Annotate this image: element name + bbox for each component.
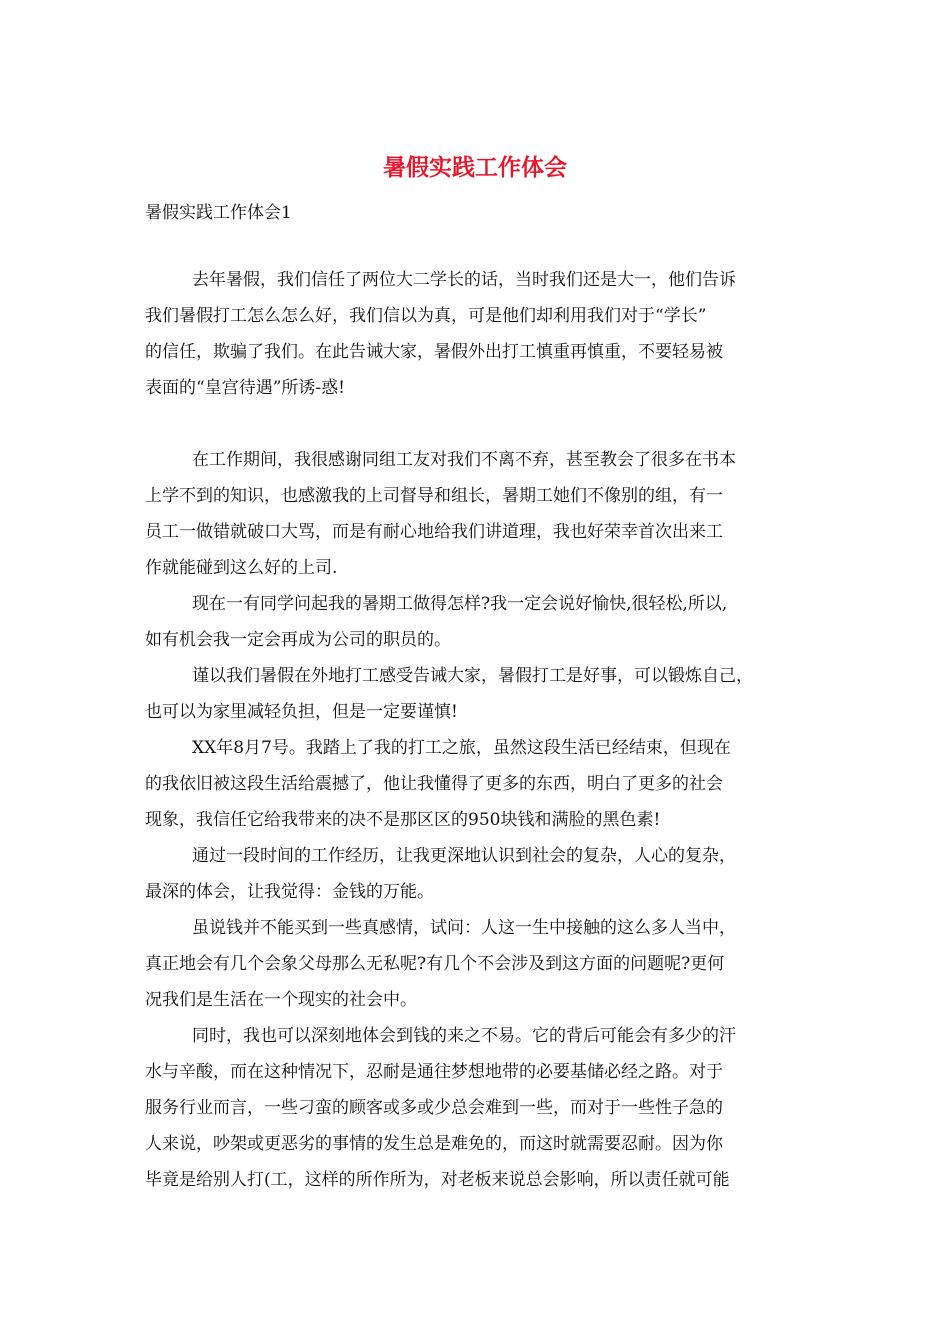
document-subtitle: 暑假实践工作体会1 <box>145 203 292 223</box>
paragraph-5 <box>145 730 815 838</box>
paragraph-line: 在工作期间，我很感谢同组工友对我们不离不弃，甚至教会了很多在书本 <box>192 450 736 470</box>
paragraph-line: 的信任，欺骗了我们。在此告诫大家，暑假外出打工慎重再慎重，不要轻易被 <box>145 342 723 362</box>
paragraph-line: 最深的体会，让我觉得：金钱的万能。 <box>145 882 434 902</box>
paragraph-line: 人来说，吵架或更恶劣的事情的发生总是难免的，而这时就需要忍耐。因为你 <box>145 1134 723 1154</box>
paragraph-line: 现象，我信任它给我带来的决不是那区区的950块钱和满脸的黑色素! <box>145 810 661 830</box>
paragraph-line: 毕竟是给别人打(工，这样的所作所为，对老板来说总会影响，所以责任就可能 <box>145 1170 730 1190</box>
paragraph-line: 作就能碰到这么好的上司. <box>145 558 338 578</box>
paragraph-line: 去年暑假，我们信任了两位大二学长的话，当时我们还是大一，他们告诉 <box>192 270 736 290</box>
paragraph-8 <box>145 1018 815 1198</box>
paragraph-1 <box>145 262 815 406</box>
paragraph-4 <box>145 658 815 730</box>
paragraph-line: 也可以为家里减轻负担，但是一定要谨慎! <box>145 702 458 722</box>
paragraph-line: 况我们是生活在一个现实的社会中。 <box>145 990 417 1010</box>
paragraph-7 <box>145 910 815 1018</box>
document-title: 暑假实践工作体会 <box>383 154 567 181</box>
paragraph-line: 通过一段时间的工作经历，让我更深地认识到社会的复杂，人心的复杂， <box>192 846 736 866</box>
paragraph-line: 的我依旧被这段生活给震撼了，他让我懂得了更多的东西，明白了更多的社会 <box>145 774 723 794</box>
paragraph-3 <box>145 586 815 658</box>
paragraph-line: 员工一做错就破口大骂，而是有耐心地给我们讲道理，我也好荣幸首次出来工 <box>145 522 723 542</box>
paragraph-line: 上学不到的知识，也感激我的上司督导和组长，暑期工她们不像别的组，有一 <box>145 486 723 506</box>
paragraph-line: 谨以我们暑假在外地打工感受告诫大家，暑假打工是好事，可以锻炼自己， <box>192 666 753 686</box>
paragraph-line: 同时，我也可以深刻地体会到钱的来之不易。它的背后可能会有多少的汗 <box>192 1026 736 1046</box>
paragraph-2 <box>145 442 815 586</box>
paragraph-line: 服务行业而言，一些刁蛮的顾客或多或少总会难到一些，而对于一些性子急的 <box>145 1098 723 1118</box>
paragraph-line: 真正地会有几个会象父母那么无私呢?有几个不会涉及到这方面的问题呢?更何 <box>145 954 725 974</box>
paragraph-line: 虽说钱并不能买到一些真感情，试问：人这一生中接触的这么多人当中， <box>192 918 736 938</box>
paragraph-line: 如有机会我一定会再成为公司的职员的。 <box>145 630 451 650</box>
paragraph-line: 水与辛酸，而在这种情况下，忍耐是通往梦想地带的必要基储必经之路。对于 <box>145 1062 723 1082</box>
paragraph-line: 现在一有同学问起我的暑期工做得怎样?我一定会说好愉快,很轻松,所以, <box>192 594 728 614</box>
paragraph-6 <box>145 838 815 910</box>
paragraph-line: 我们暑假打工怎么怎么好，我们信以为真，可是他们却利用我们对于“学长” <box>145 306 707 326</box>
paragraph-line: XX年8月7号。我踏上了我的打工之旅，虽然这段生活已经结束，但现在 <box>192 738 731 758</box>
paragraph-line: 表面的“皇宫待遇”所诱-惑! <box>145 378 345 398</box>
